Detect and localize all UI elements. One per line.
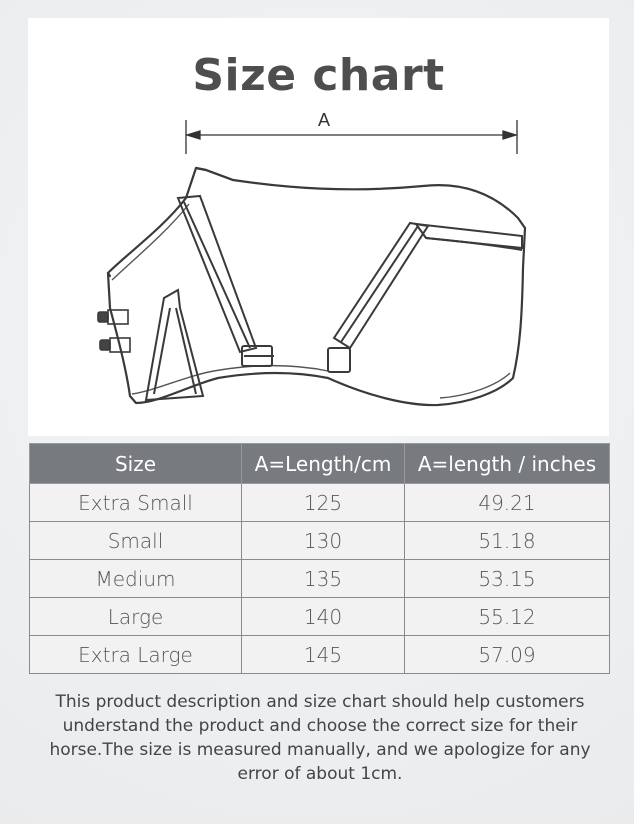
size-cell: Small: [30, 522, 242, 560]
page-title: Size chart: [192, 50, 445, 101]
header-length-cm: A=Length/cm: [242, 444, 405, 484]
inches-cell: 57.09: [405, 636, 610, 674]
table-row: [30, 484, 610, 522]
table-row: [30, 636, 610, 674]
description-note: This product description and size chart should help customers understand the product and choose the correct size for their horse.The size is measured manually, and we apologize for any error of about 1cm.: [49, 692, 591, 784]
horse-rug-drawing: [28, 18, 609, 436]
belly-strap: [328, 223, 522, 372]
inches-cell: 53.15: [405, 560, 610, 598]
header-size: Size: [30, 444, 242, 484]
size-cell: Extra Small: [30, 484, 242, 522]
size-cell: Large: [30, 598, 242, 636]
diagram-panel: [28, 18, 609, 436]
dimension-label: A: [318, 110, 331, 130]
size-cell: Extra Large: [30, 636, 242, 674]
chest-gusset: [146, 290, 203, 400]
header-length-inches: A=length / inches: [405, 444, 610, 484]
table-row: [30, 522, 610, 560]
inches-cell: 49.21: [405, 484, 610, 522]
cm-cell: 130: [242, 522, 405, 560]
size-table: [29, 443, 610, 674]
table-row: [30, 560, 610, 598]
cm-cell: 140: [242, 598, 405, 636]
cm-cell: 135: [242, 560, 405, 598]
front-buckles: [98, 310, 130, 352]
inches-cell: 55.12: [405, 598, 610, 636]
cm-cell: 125: [242, 484, 405, 522]
table-header-row: [30, 444, 610, 484]
rug-edge-lines: [112, 204, 510, 398]
table-row: [30, 598, 610, 636]
inches-cell: 51.18: [405, 522, 610, 560]
dimension-arrow: [186, 120, 517, 154]
cm-cell: 145: [242, 636, 405, 674]
front-strap: [178, 196, 274, 366]
size-cell: Medium: [30, 560, 242, 598]
